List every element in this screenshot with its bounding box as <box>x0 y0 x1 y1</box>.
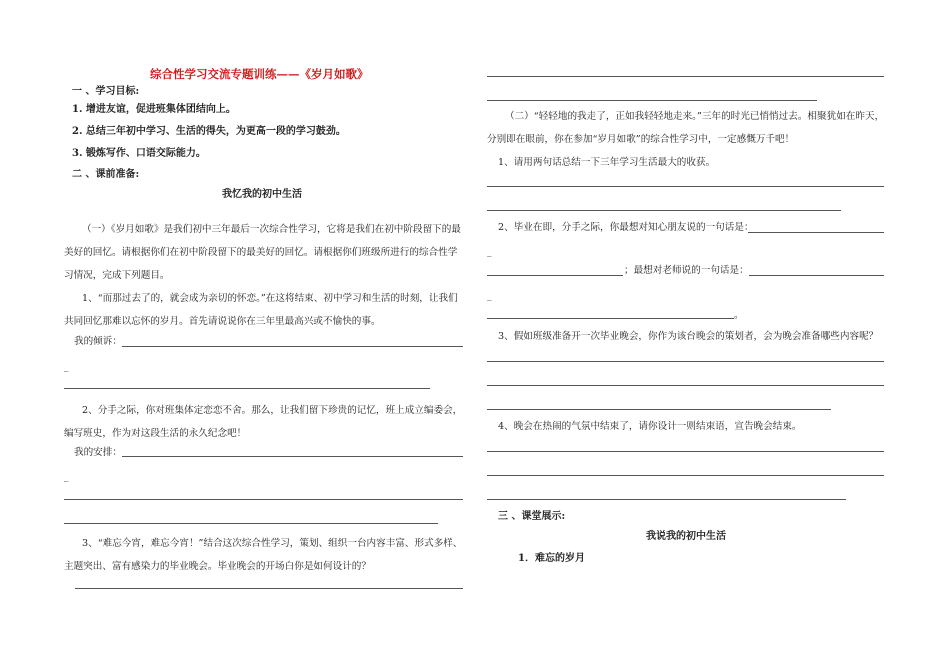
top-answer-line-1[interactable] <box>487 76 884 77</box>
goal-2: 2. 总结三年初中学习、生活的得失，为更高一段的学习鼓劲。 <box>72 126 346 137</box>
q2-answer-label: 我的安排： <box>74 447 122 458</box>
right-question-3: 3、假如班级准备开一次毕业晚会，你作为该台晚会的策划者，会为晚会准备哪些内容呢？ <box>498 331 879 342</box>
question-2: 2、分手之际，你对班集体定恋恋不舍。那么，让我们留下珍贵的记忆，班上成立编委会，编写班史，作为对这段生活的永久纪念吧！ <box>64 405 463 439</box>
r3-answer-line-3[interactable] <box>487 409 831 410</box>
intro-paragraph: （一）《岁月如歌》是我们初中三年最后一次综合性学习，它将是我们在初中阶段留下的最美好的回忆。请根据你们在初中阶段留下的最美好的回忆。请根据你们班级所进行的综合性学习情况，完成下列题目。 <box>64 224 461 281</box>
q2-answer-line[interactable] <box>122 456 463 457</box>
r2-dash-1: _ <box>487 247 492 257</box>
goal-1: 1. 增进友谊，促进班集体团结向上。 <box>72 104 236 115</box>
q1-answer-line[interactable] <box>122 346 463 347</box>
r2-answer-line-4[interactable] <box>487 318 734 319</box>
document-title: 综合性学习交流专题训练——《岁月如歌》 <box>150 67 369 81</box>
right-question-1: 1、请用两句话总结一下三年学习生活最大的收获。 <box>498 157 716 168</box>
r3-answer-line-2[interactable] <box>487 385 884 386</box>
right-subtitle: 我说我的初中生活 <box>646 531 726 542</box>
left-subtitle: 我忆我的初中生活 <box>222 189 302 200</box>
goal-3: 3. 锻炼写作、口语交际能力。 <box>72 148 206 159</box>
r1-answer-line-2[interactable] <box>487 210 841 211</box>
q2-answer-line-2[interactable] <box>64 499 463 500</box>
r4-answer-line-1[interactable] <box>487 451 884 452</box>
r3-answer-line-1[interactable] <box>487 361 884 362</box>
q1-answer-label: 我的倾诉： <box>74 336 122 347</box>
section-1-heading: 一 、学习目标: <box>72 86 140 97</box>
r2-answer-line-1[interactable] <box>748 232 884 233</box>
r2-period: 。 <box>734 310 744 321</box>
question-3: 3、“难忘今宵，难忘今宵！”结合这次综合性学习，策划、组织一台内容丰富、形式多样、主题突出、富有感染力的毕业晚会。毕业晚会的开场白你是如何设计的？ <box>64 538 463 572</box>
q3-answer-line[interactable] <box>75 588 463 589</box>
q2-answer-line-3[interactable] <box>64 523 438 524</box>
r2-answer-line-2[interactable] <box>487 275 623 276</box>
r2-teacher-prompt: ；最想对老师说的一句话是： <box>624 265 749 276</box>
part-2-paragraph: （二）“轻轻地的我走了，正如我轻轻地走来。”三年的时光已悄悄过去。相聚犹如在昨天，分别即在眼前，你在参加“岁月如歌”的综合性学习中，一定感慨万千吧！ <box>487 111 885 145</box>
r4-answer-line-2[interactable] <box>487 475 884 476</box>
right-question-2: 2、毕业在即，分手之际，你最想对知心朋友说的一句话是： <box>498 222 754 233</box>
q1-dash: _ <box>64 362 69 372</box>
section-3-heading: 三 、课堂展示: <box>498 511 566 522</box>
question-1: 1、“而那过去了的，就会成为亲切的怀恋。”在这将结束、初中学习和生活的时刻，让我们共同回忆那难以忘怀的岁月。首先请说说你在三年里最高兴或不愉快的事。 <box>64 293 458 327</box>
q1-answer-line-2[interactable] <box>64 388 430 389</box>
r2-answer-line-3[interactable] <box>749 275 884 276</box>
q2-dash: _ <box>64 472 69 482</box>
right-question-4: 4、晚会在热闹的气氛中结束了，请你设计一则结束语，宣告晚会结束。 <box>498 421 802 432</box>
r4-answer-line-3[interactable] <box>487 499 846 500</box>
display-item-1: 1．难忘的岁月 <box>518 553 585 564</box>
top-answer-line-2[interactable] <box>487 100 817 101</box>
r1-answer-line-1[interactable] <box>487 186 884 187</box>
r2-dash-2: _ <box>487 291 492 301</box>
section-2-heading: 二 、课前准备: <box>72 169 140 180</box>
